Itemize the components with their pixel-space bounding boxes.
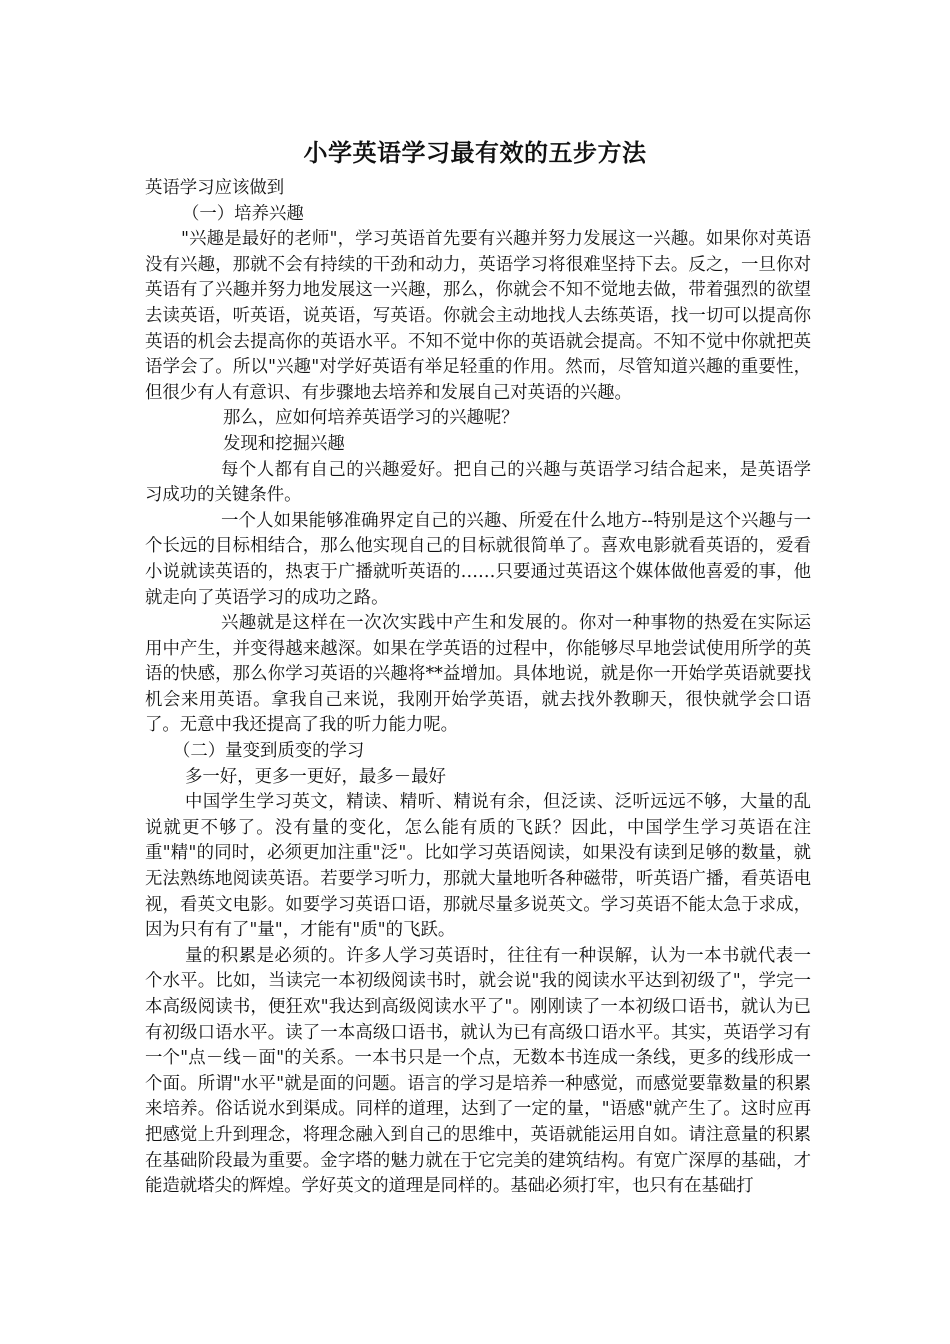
- paragraph-question: 那么，应如何培养英语学习的兴趣呢？: [223, 408, 519, 429]
- paragraph: "兴趣是最好的老师"，学习英语首先要有兴趣并努力发展这一兴趣。如果你对英语没有兴趣，那就不会有持续的干劲和动力，英语学习将很难坚持下去。反之，一旦你对英语有了兴趣并努力地发展这一兴趣，那么，你就会不知不觉地去做，带着强烈的欲望去读英语，听英语，说英语，写英语。你就会主动地找人去练英语，找一切可以提高你英语的机会去提高你的英语水平。不知不觉中你的英语就会提高。不知不觉中你就把英语学会了。所以"兴趣"对学好英语有举足轻重的作用。然而，尽管知道兴趣的重要性，但很少有人有意识、有步骤地去培养和发展自己对英语的兴趣。: [145, 229, 811, 403]
- paragraph: 一个人如果能够准确界定自己的兴趣、所爱在什么地方--特别是这个兴趣与一个长远的目标相结合，那么他实现自己的目标就很简单了。喜欢电影就看英语的，爱看小说就读英语的，热衷于广播就听英语的……只要通过英语这个媒体做他喜爱的事，他就走向了英语学习的成功之路。: [145, 510, 811, 608]
- paragraph: 兴趣就是这样在一次次实践中产生和发展的。你对一种事物的热爱在实际运用中产生，并变得越来越深。如果在学英语的过程中，你能够尽早地尝试使用所学的英语的快感，那么你学习英语的兴趣将**益增加。具体地说，就是你一开始学英语就要找机会来用英语。拿我自己来说，我刚开始学英语，就去找外教聊天，很快就学会口语了。无意中我还提高了我的听力能力呢。: [145, 613, 811, 736]
- section-heading-interest: （一）培养兴趣: [182, 203, 304, 224]
- paragraph: 中国学生学习英文，精读、精听、精说有余，但泛读、泛听远远不够，大量的乱说就更不够了。没有量的变化，怎么能有质的飞跃？因此，中国学生学习英语在注重"精"的同时，必须更加注重"泛"。比如学习英语阅读，如果没有读到足够的数量，就无法熟练地阅读英语。若要学习听力，那就大量地听各种磁带，听英语广播，看英语电视，看英文电影。如要学习英语口语，那就尽量多说英文。学习英语不能太急于求成，因为只有有了"量"，才能有"质"的飞跃。: [145, 792, 811, 941]
- document-title: 小学英语学习最有效的五步方法: [303, 138, 647, 167]
- paragraph: 每个人都有自己的兴趣爱好。把自己的兴趣与英语学习结合起来，是英语学习成功的关键条件。: [145, 459, 811, 506]
- section-heading-quantity: （二）量变到质变的学习: [173, 741, 365, 762]
- paragraph-intro: 英语学习应该做到: [145, 178, 285, 198]
- paragraph-motto: 多一好，更多一更好，最多－最好: [185, 766, 446, 787]
- document-body: [145, 176, 811, 1200]
- paragraph: 量的积累是必须的。许多人学习英语时，往往有一种误解，认为一本书就代表一个水平。比如，当读完一本初级阅读书时，就会说"我的阅读水平达到初级了"，学完一本高级阅读书，便狂欢"我达到高级阅读水平了"。刚刚读了一本初级口语书，就认为已有初级口语水平。读了一本高级口语书，就认为已有高级口语水平。其实，英语学习有一个"点－线－面"的关系。一本书只是一个点，无数本书连成一条线，更多的线形成一个面。所谓"水平"就是面的问题。语言的学习是培养一种感觉，而感觉要靠数量的积累来培养。俗话说水到渠成。同样的道理，达到了一定的量，"语感"就产生了。这时应再把感觉上升到理念，将理念融入到自己的思维中，英语就能运用自如。请注意量的积累在基础阶段最为重要。金字塔的魅力就在于它完美的建筑结构。有宽广深厚的基础，才能造就塔尖的辉煌。学好英文的道理是同样的。基础必须打牢，也只有在基础打: [145, 945, 811, 1197]
- subheading-discover-interest: 发现和挖掘兴趣: [223, 433, 345, 454]
